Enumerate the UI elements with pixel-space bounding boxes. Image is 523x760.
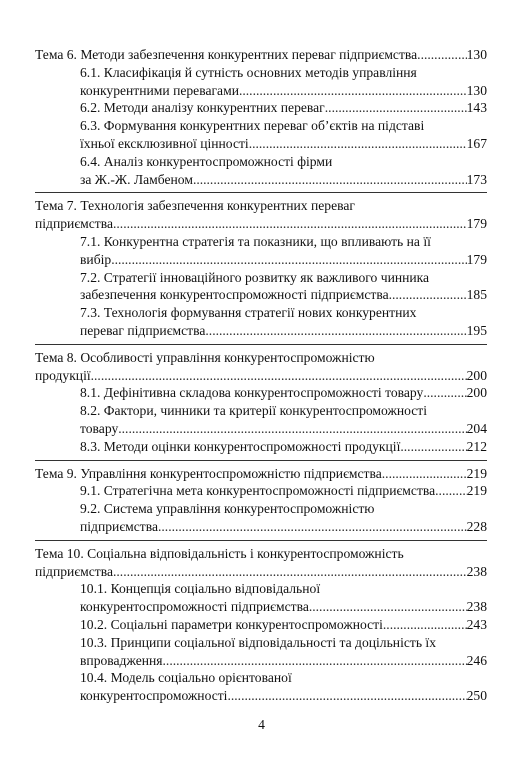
toc-page-number: 228: [466, 518, 487, 534]
toc-entry-text: товару: [80, 420, 119, 436]
toc-page-number: 246: [466, 652, 487, 668]
toc-entry-text: 7.3. Технологія формування стратегії нових конкурентних: [80, 305, 417, 321]
toc-page-number: 204: [466, 420, 487, 436]
toc-topic-line: [35, 563, 487, 581]
toc-subitem: [35, 500, 487, 536]
toc-page-number: 130: [466, 47, 487, 62]
dot-leader: [193, 171, 467, 189]
toc-subitem: [35, 669, 487, 705]
toc-topic-line: [35, 46, 487, 64]
toc-subitem-line: [35, 99, 487, 117]
toc-entry-text: за Ж.-Ж. Ламбеном: [80, 171, 193, 187]
toc-subitem: [35, 482, 487, 500]
dot-leader: [158, 518, 467, 536]
toc-entry-text: 7.2. Стратегії інноваційного розвитку як важливого чинника: [80, 269, 430, 285]
toc-page-number: 238: [466, 563, 487, 579]
toc-topic-line: [35, 215, 487, 233]
toc-subitem-line: [35, 286, 487, 304]
toc-topic: [35, 460, 487, 536]
toc-subitem-line: [35, 171, 487, 189]
toc-entry-text: підприємства: [80, 518, 158, 534]
toc-subitem-line: [35, 420, 487, 438]
toc-subitem-line: [35, 518, 487, 536]
toc-entry-text: конкурентними перевагами: [80, 82, 239, 98]
toc-entry-text: конкурентоспроможності: [80, 688, 228, 704]
dot-leader: [163, 652, 467, 670]
toc-subitem: [35, 117, 487, 153]
toc-subitem-line: [35, 687, 487, 705]
toc-subitem: [35, 304, 487, 340]
dot-leader: [423, 384, 466, 402]
toc-subitem: [35, 384, 487, 402]
toc-entry-text: вибір: [80, 251, 112, 267]
toc-page-number: 167: [466, 135, 487, 151]
toc-page-number: 219: [466, 465, 487, 481]
toc-page-number: 212: [466, 438, 487, 454]
toc-subitem: [35, 233, 487, 269]
toc-page-number: 185: [466, 287, 487, 303]
dot-leader: [389, 286, 467, 304]
dot-leader: [382, 465, 467, 483]
toc-entry-text: 7.1. Конкурентна стратегія та показники, що впливають на її: [80, 233, 431, 249]
toc-entry-text: Тема 10. Соціальна відповідальність і конкурентоспроможність: [35, 545, 404, 561]
toc-entry-text: 10.1. Концепція соціально відповідальної: [80, 581, 321, 597]
toc-entry-text: 10.3. Принципи соціальної відповідальності та доцільність їх: [80, 634, 436, 650]
toc-subitem-line: [35, 438, 487, 456]
toc-page-number: 200: [466, 385, 487, 401]
toc-topic: [35, 192, 487, 339]
toc-entry-text: підприємства: [35, 216, 113, 232]
toc-entry-text: забезпечення конкурентоспроможності підприємства: [80, 287, 389, 303]
toc-subitem-line: [35, 384, 487, 402]
dot-leader: [113, 563, 467, 581]
toc-page-number: 250: [466, 688, 487, 704]
toc-subitem-line: [35, 598, 487, 616]
toc-subitem: [35, 64, 487, 100]
table-of-contents: [35, 46, 487, 709]
toc-entry-text: підприємства: [35, 563, 113, 579]
toc-topic: [35, 46, 487, 188]
toc-topic: [35, 344, 487, 456]
toc-page-number: 130: [466, 82, 487, 98]
dot-leader: [111, 251, 466, 269]
toc-topic: [35, 540, 487, 705]
toc-entry-text: 9.2. Система управління конкурентоспроможністю: [80, 501, 375, 517]
toc-page-number: 143: [466, 100, 487, 116]
toc-entry-text: Тема 8. Особливості управління конкурентоспроможністю: [35, 349, 375, 365]
toc-subitem: [35, 580, 487, 616]
toc-page-number: 200: [466, 367, 487, 383]
page-number: 4: [258, 717, 265, 732]
toc-entry-text: їхньої ексклюзивної цінності: [80, 135, 249, 151]
toc-entry-text: 9.1. Стратегічна мета конкурентоспроможності підприємства: [80, 483, 436, 499]
toc-entry-text: впровадження: [80, 652, 163, 668]
dot-leader: [325, 99, 467, 117]
toc-entry-text: 6.1. Класифікація й сутність основних методів управління: [80, 64, 417, 80]
dot-leader: [91, 367, 467, 385]
dot-leader: [417, 46, 466, 64]
dot-leader: [435, 482, 466, 500]
toc-subitem: [35, 402, 487, 438]
toc-page-number: 179: [466, 251, 487, 267]
dot-leader: [383, 616, 467, 634]
toc-subitem: [35, 634, 487, 670]
toc-entry-text: 8.3. Методи оцінки конкурентоспроможності продукції: [80, 438, 401, 454]
toc-subitem: [35, 99, 487, 117]
toc-entry-text: 6.3. Формування конкурентних переваг об’єктів на підставі: [80, 118, 425, 134]
toc-page-number: 173: [466, 171, 487, 187]
toc-entry-text: Тема 6. Методи забезпечення конкурентних переваг підприємства: [35, 47, 418, 62]
toc-page-number: 243: [466, 616, 487, 632]
toc-entry-text: Тема 9. Управління конкурентоспроможністю підприємства: [35, 465, 382, 481]
toc-subitem-line: [35, 82, 487, 100]
dot-leader: [309, 598, 467, 616]
toc-entry-text: переваг підприємства: [80, 322, 206, 338]
toc-entry-text: 10.4. Модель соціально орієнтованої: [80, 670, 292, 686]
toc-entry-text: 6.4. Аналіз конкурентоспроможності фірми: [80, 153, 333, 169]
toc-entry-text: продукції: [35, 367, 91, 383]
toc-entry-text: Тема 7. Технологія забезпечення конкурентних переваг: [35, 198, 355, 214]
toc-subitem-line: [35, 322, 487, 340]
toc-page-number: 195: [466, 322, 487, 338]
toc-subitem: [35, 616, 487, 634]
dot-leader: [118, 420, 466, 438]
toc-subitem-line: [35, 616, 487, 634]
toc-page-number: 219: [466, 483, 487, 499]
toc-subitem-line: [35, 251, 487, 269]
toc-subitem: [35, 269, 487, 305]
toc-topic-line: [35, 367, 487, 385]
dot-leader: [227, 687, 466, 705]
toc-page-number: 238: [466, 599, 487, 615]
dot-leader: [113, 215, 467, 233]
toc-entry-text: 6.2. Методи аналізу конкурентних переваг: [80, 100, 325, 116]
dot-leader: [249, 135, 467, 153]
dot-leader: [205, 322, 466, 340]
toc-subitem-line: [35, 135, 487, 153]
toc-subitem: [35, 438, 487, 456]
toc-subitem-line: [35, 652, 487, 670]
toc-entry-text: конкурентоспроможності підприємства: [80, 599, 309, 615]
toc-subitem-line: [35, 482, 487, 500]
toc-entry-text: 8.1. Дефінітивна складова конкурентоспроможності товару: [80, 385, 424, 401]
toc-topic-line: [35, 465, 487, 483]
toc-entry-text: 8.2. Фактори, чинники та критерії конкурентоспроможності: [80, 403, 428, 419]
dot-leader: [400, 438, 466, 456]
toc-page-number: 179: [466, 216, 487, 232]
toc-entry-text: 10.2. Соціальні параметри конкурентоспроможності: [80, 616, 383, 632]
dot-leader: [239, 82, 467, 100]
toc-subitem: [35, 153, 487, 189]
